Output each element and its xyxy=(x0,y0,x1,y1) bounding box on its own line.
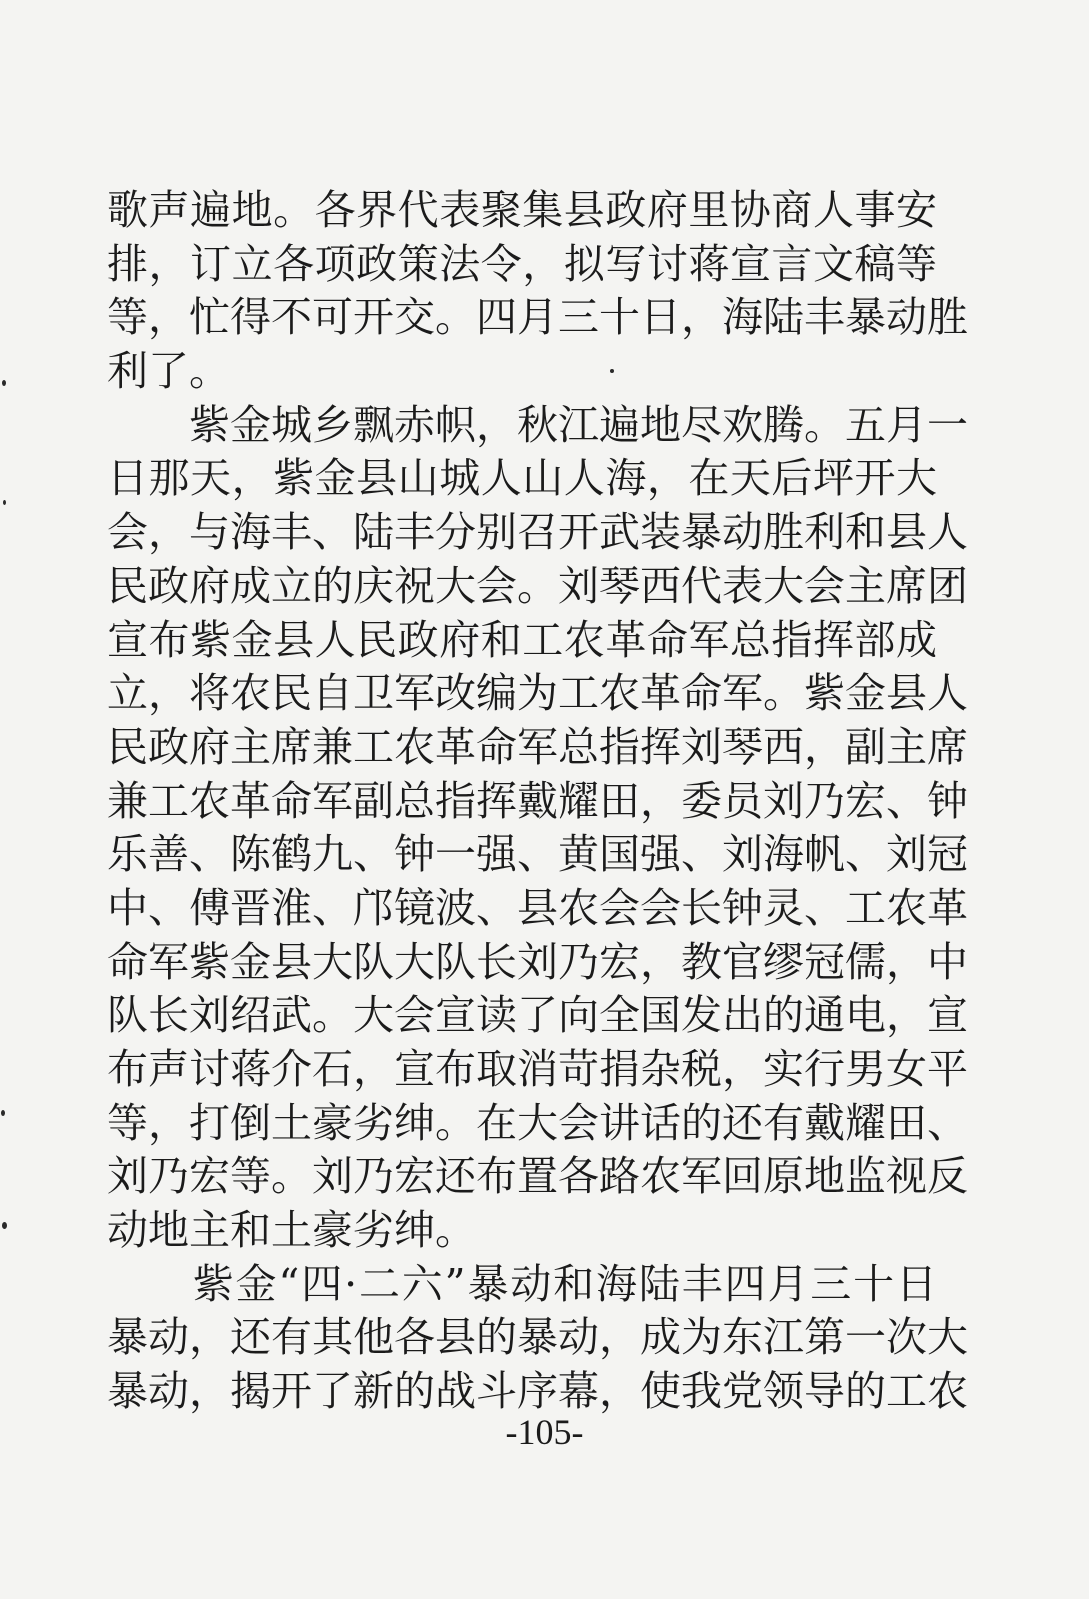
text-line: 宣布紫金县人民政府和工农革命军总指挥部成 xyxy=(107,615,937,664)
text-line: 动地主和土豪劣绅。 xyxy=(107,1206,476,1255)
text-line: 紫金城乡飘赤帜，秋江遍地尽欢腾。五月一 xyxy=(107,400,968,449)
text-line: 民政府成立的庆祝大会。刘琴西代表大会主席团 xyxy=(107,561,968,610)
text-line: 日那天，紫金县山城人山人海，在天后坪开大 xyxy=(107,454,937,503)
text-line: 会，与海丰、陆丰分别召开武装暴动胜利和县人 xyxy=(107,508,968,557)
text-line: 紫金“四·二六”暴动和海陆丰四月三十日 xyxy=(107,1259,937,1308)
text-line: 队长刘绍武。大会宣读了向全国发出的通电，宣 xyxy=(107,991,968,1040)
text-line: 等，打倒土豪劣绅。在大会讲话的还有戴耀田、 xyxy=(107,1098,968,1147)
text-line: 兼工农革命军副总指挥戴耀田，委员刘乃宏、钟 xyxy=(107,776,968,825)
scan-speck xyxy=(1,1110,5,1116)
scan-speck xyxy=(2,380,6,386)
text-line: 民政府主席兼工农革命军总指挥刘琴西，副主席 xyxy=(107,722,968,771)
body-text xyxy=(107,184,968,1419)
text-line: 暴动，还有其他各县的暴动，成为东江第一次大 xyxy=(107,1313,968,1362)
text-line: 立，将农民自卫军改编为工农革命军。紫金县人 xyxy=(107,669,968,718)
text-line: 中、傅晋淮、邝镜波、县农会会长钟灵、工农革 xyxy=(107,883,968,932)
page-number: -105- xyxy=(505,1412,584,1452)
scan-speck xyxy=(610,369,614,373)
text-line: 等，忙得不可开交。四月三十日，海陆丰暴动胜 xyxy=(107,293,968,342)
text-line: 乐善、陈鹤九、钟一强、黄国强、刘海帆、刘冠 xyxy=(107,830,968,879)
text-line: 利了。 xyxy=(107,347,230,396)
text-line: 刘乃宏等。刘乃宏还布置各路农军回原地监视反 xyxy=(107,1152,968,1201)
text-line: 排，订立各项政策法令，拟写讨蒋宣言文稿等 xyxy=(107,239,937,288)
text-line: 歌声遍地。各界代表聚集县政府里协商人事安 xyxy=(107,186,937,234)
text-line: 布声讨蒋介石，宣布取消苛捐杂税，实行男女平 xyxy=(107,1045,968,1093)
scan-speck xyxy=(2,1222,7,1229)
text-line: 暴动，揭开了新的战斗序幕，使我党领导的工农 xyxy=(107,1367,968,1416)
scan-speck xyxy=(3,500,6,505)
text-line: 命军紫金县大队大队长刘乃宏，教官缪冠儒，中 xyxy=(107,937,968,986)
